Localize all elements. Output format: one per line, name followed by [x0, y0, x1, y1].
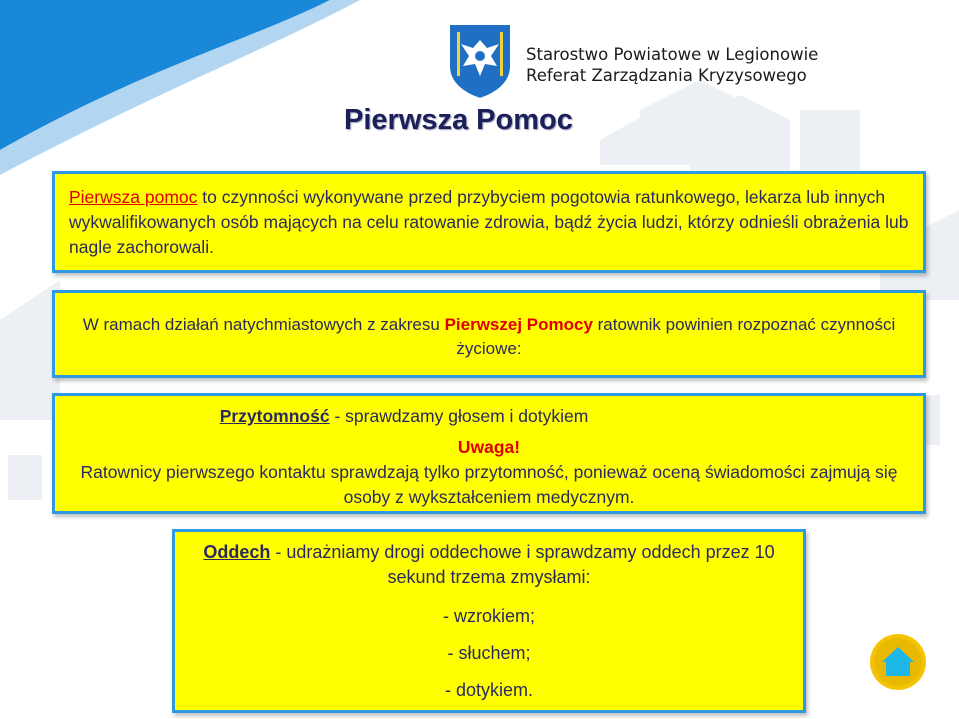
intro-box: [52, 290, 926, 378]
intro-highlight: Pierwszej Pomocy: [444, 315, 593, 334]
sense-item-hearing: - słuchem;: [447, 643, 531, 663]
warning-text: Ratownicy pierwszego kontaktu sprawdzają tylko przytomność, ponieważ oceną świadomości zajmują się osoby z wykształceniem medycznym.: [80, 462, 898, 507]
home-icon[interactable]: [869, 633, 927, 691]
consciousness-box: [52, 393, 926, 514]
sense-item-touch: - dotykiem.: [444, 680, 534, 700]
intro-text-after: ratownik powinien rozpoznać czynności życiowe:: [456, 315, 896, 358]
consciousness-rest: - sprawdzamy głosem i dotykiem: [329, 406, 589, 426]
org-line-2: Referat Zarządzania Kryzysowego: [526, 66, 807, 85]
definition-box: [52, 171, 926, 273]
sense-item-sight: - wzrokiem;: [442, 606, 535, 626]
organization-name: [526, 44, 818, 86]
org-line-1: Starostwo Powiatowe w Legionowie: [526, 45, 819, 64]
definition-term: Pierwsza pomoc: [69, 187, 198, 207]
definition-text: to czynności wykonywane przed przybyciem pogotowia ratunkowego, lekarza lub innych wykwalifikowanych osób mających na celu ratowanie zdrowia, bądź życia ludzi, którzy odnieśli obrażenia lub nagle zachorowali.: [69, 187, 909, 257]
intro-text-before: W ramach działań natychmiastowych z zakresu: [82, 315, 445, 334]
warning-label: Uwaga!: [457, 437, 521, 457]
breathing-rest: - udrażniamy drogi oddechowe i sprawdzamy oddech przez 10 sekund trzema zmysłami:: [270, 542, 775, 587]
consciousness-line: [0, 404, 913, 429]
page-title: Pierwsza Pomoc: [344, 104, 573, 136]
consciousness-term: Przytomność: [219, 406, 330, 426]
breathing-line: [203, 542, 774, 587]
breathing-term: Oddech: [203, 542, 271, 562]
breathing-box: [172, 529, 806, 713]
legionowo-coat-of-arms-icon: [447, 22, 513, 100]
